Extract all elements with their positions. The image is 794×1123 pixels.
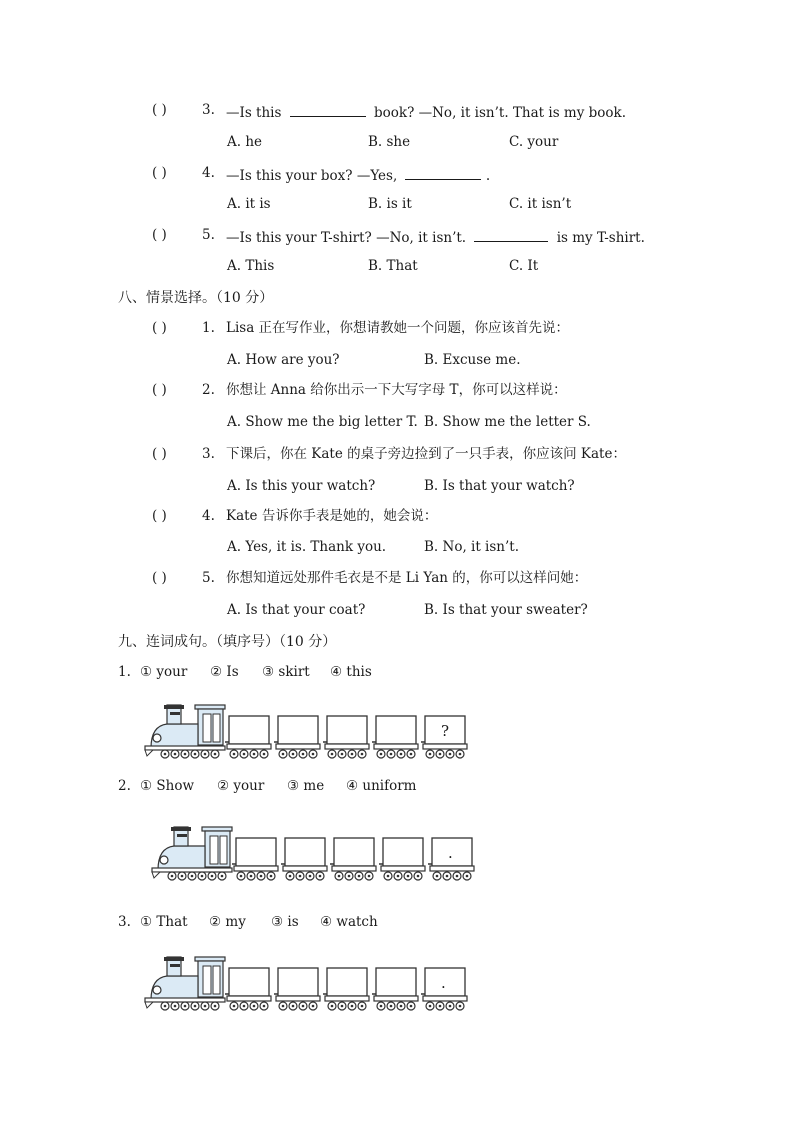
fill-blank[interactable]	[474, 229, 548, 242]
stem-before: —Is this	[226, 105, 282, 121]
fill-blank[interactable]	[405, 167, 481, 180]
locomotive-icon	[152, 827, 232, 880]
option-a[interactable]: A. he	[227, 134, 263, 150]
word-3: ③ skirt	[262, 664, 310, 680]
word-4: ④ this	[330, 664, 372, 680]
question-stem: Kate 告诉你手表是她的，她会说：	[226, 508, 438, 524]
question-number: 5.	[202, 227, 215, 243]
option-b[interactable]: B. Is that your sweater?	[424, 602, 588, 618]
question-stem	[226, 104, 626, 121]
question-number: 3.	[202, 446, 215, 462]
stem-before: —Is this your box? —Yes,	[226, 168, 398, 184]
answer-paren[interactable]: ( )	[152, 320, 167, 336]
option-b[interactable]: B. Is that your watch?	[424, 478, 575, 494]
answer-box[interactable]	[379, 838, 425, 880]
stem-before: —Is this your T-shirt? —No, it isn’t.	[226, 230, 467, 246]
answer-box[interactable]	[225, 968, 271, 1010]
word-2: ② Is	[210, 664, 239, 680]
answer-box[interactable]	[274, 716, 320, 758]
stem-after: book? —No, it isn’t. That is my book.	[374, 105, 627, 121]
stem-after: .	[485, 168, 491, 184]
option-a[interactable]: A. it is	[227, 196, 271, 212]
answer-paren[interactable]: ( )	[152, 508, 167, 524]
option-c[interactable]: C. it isn’t	[509, 196, 572, 212]
question-stem: Lisa 正在写作业，你想请教她一个问题，你应该首先说：	[226, 320, 570, 336]
question-stem: 下课后，你在 Kate 的桌子旁边捡到了一只手表，你应该问 Kate：	[226, 446, 626, 462]
item-number: 2.	[118, 778, 131, 794]
item-number: 3.	[118, 914, 131, 930]
end-punctuation: ?	[441, 722, 450, 740]
question-number: 2.	[202, 382, 215, 398]
answer-box[interactable]	[372, 968, 418, 1010]
option-b[interactable]: B. No, it isn’t.	[424, 539, 520, 555]
option-a[interactable]: A. Show me the big letter T.	[227, 414, 418, 430]
option-a[interactable]: A. This	[227, 258, 275, 274]
word-3: ③ me	[287, 778, 325, 794]
train-answer-boxes	[143, 700, 469, 768]
question-number: 4.	[202, 508, 215, 524]
answer-box[interactable]	[372, 716, 418, 758]
option-b[interactable]: B. That	[368, 258, 418, 274]
word-4: ④ uniform	[346, 778, 417, 794]
section-8-title: 八、情景选择。（10 分）	[118, 290, 274, 306]
question-number: 1.	[202, 320, 215, 336]
item-number: 1.	[118, 664, 131, 680]
word-1: ① That	[140, 914, 188, 930]
answer-paren[interactable]: ( )	[152, 227, 167, 243]
option-b[interactable]: B. Show me the letter S.	[424, 414, 591, 430]
option-b[interactable]: B. Excuse me.	[424, 352, 521, 368]
answer-box[interactable]	[323, 716, 369, 758]
question-stem	[226, 167, 490, 184]
option-b[interactable]: B. is it	[368, 196, 412, 212]
answer-box[interactable]	[330, 838, 376, 880]
word-2: ② my	[209, 914, 246, 930]
word-2: ② your	[217, 778, 265, 794]
fill-blank[interactable]	[290, 104, 366, 117]
end-punctuation: .	[441, 974, 446, 992]
answer-box[interactable]	[274, 968, 320, 1010]
question-stem: 你想让 Anna 给你出示一下大写字母 T，你可以这样说：	[226, 382, 567, 398]
end-punctuation: .	[448, 844, 453, 862]
answer-box[interactable]	[225, 716, 271, 758]
question-number: 5.	[202, 570, 215, 586]
question-stem	[226, 229, 645, 246]
locomotive-icon	[145, 957, 225, 1010]
answer-paren[interactable]: ( )	[152, 165, 167, 181]
word-1: ① Show	[140, 778, 195, 794]
question-stem: 你想知道远处那件毛衣是不是 Li Yan 的，你可以这样问她：	[226, 570, 588, 586]
answer-paren[interactable]: ( )	[152, 382, 167, 398]
option-c[interactable]: C. It	[509, 258, 539, 274]
locomotive-icon	[145, 705, 225, 758]
train-answer-boxes	[150, 822, 476, 890]
option-a[interactable]: A. How are you?	[227, 352, 340, 368]
answer-box[interactable]	[232, 838, 278, 880]
train-answer-boxes	[143, 952, 469, 1020]
question-number: 3.	[202, 102, 215, 118]
answer-box[interactable]	[281, 838, 327, 880]
question-number: 4.	[202, 165, 215, 181]
option-a[interactable]: A. Is this your watch?	[227, 478, 376, 494]
option-a[interactable]: A. Is that your coat?	[227, 602, 366, 618]
option-c[interactable]: C. your	[509, 134, 559, 150]
answer-paren[interactable]: ( )	[152, 570, 167, 586]
word-1: ① your	[140, 664, 188, 680]
section-9-title: 九、连词成句。（填序号）（10 分）	[118, 634, 337, 650]
word-4: ④ watch	[320, 914, 378, 930]
answer-paren[interactable]: ( )	[152, 102, 167, 118]
word-3: ③ is	[271, 914, 299, 930]
answer-box[interactable]	[323, 968, 369, 1010]
option-b[interactable]: B. she	[368, 134, 411, 150]
answer-paren[interactable]: ( )	[152, 446, 167, 462]
stem-after: is my T-shirt.	[556, 230, 645, 246]
option-a[interactable]: A. Yes, it is. Thank you.	[227, 539, 387, 555]
